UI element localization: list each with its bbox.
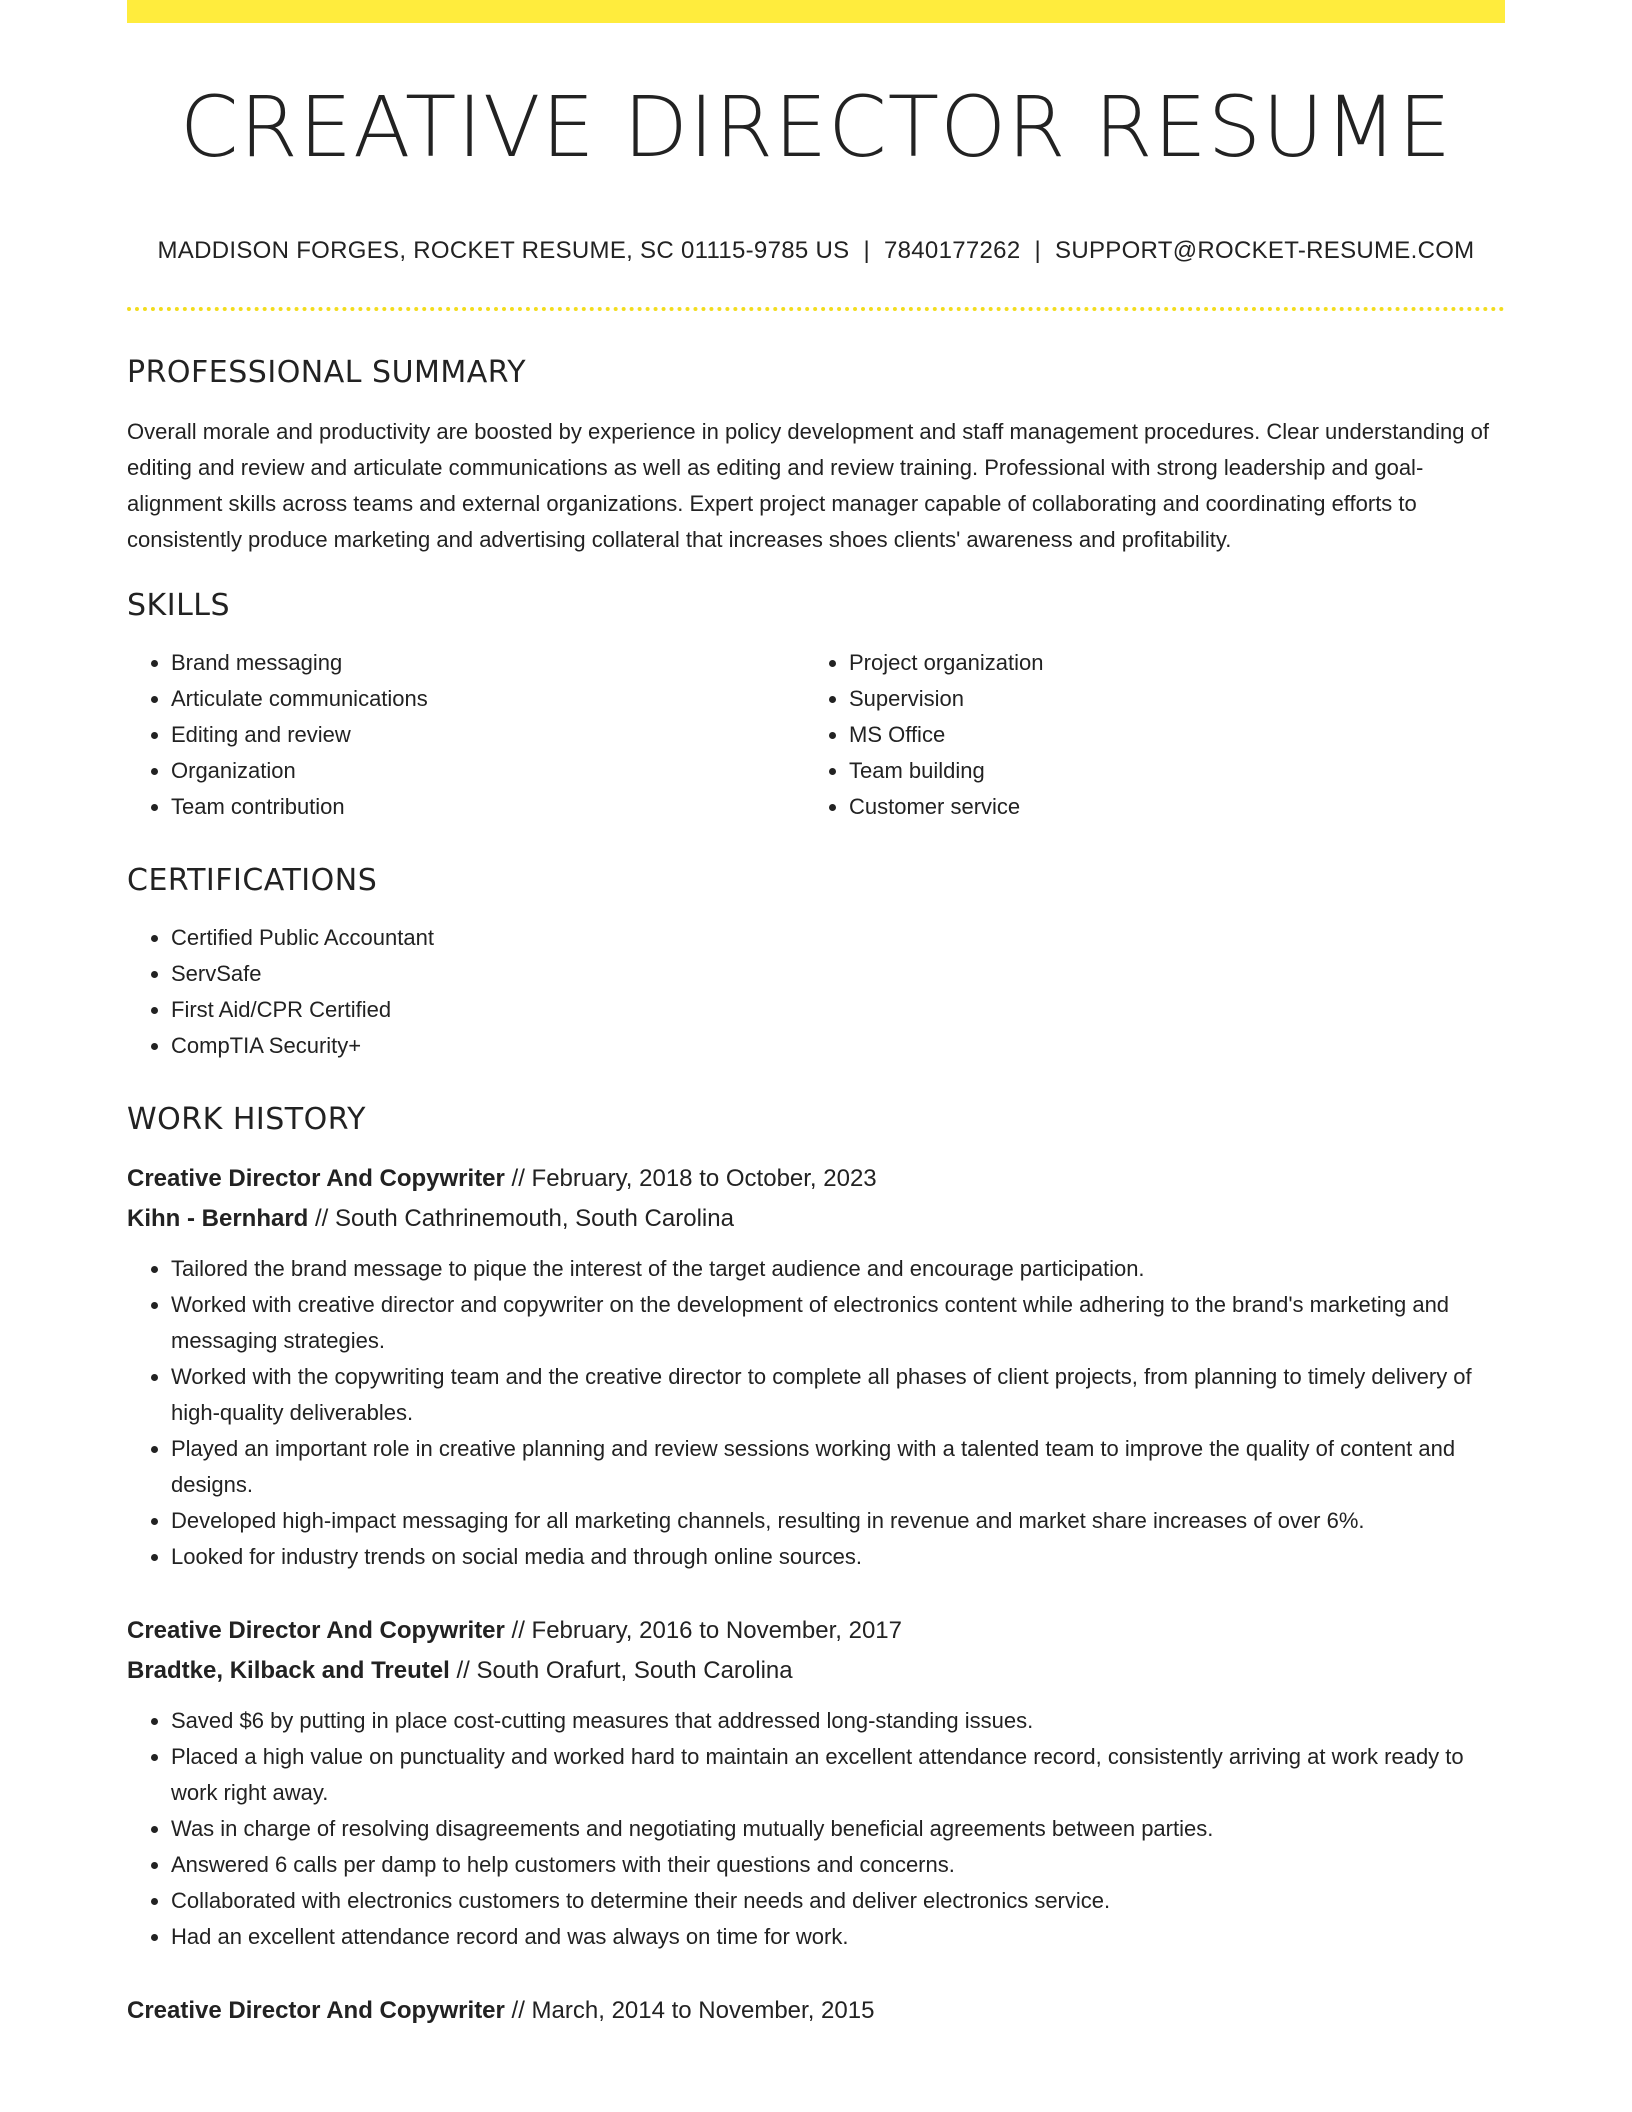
certification-item: • ServSafe [171,956,1505,992]
job-bullets [127,1251,1505,1575]
skills-column-right [805,645,1483,825]
skills-heading: SKILLS [127,588,231,623]
job-entry [127,1159,1505,1575]
dotted-divider [127,307,1505,311]
summary-heading: PROFESSIONAL SUMMARY [127,355,527,390]
summary-text: Overall morale and productivity are boosted by experience in policy development and staff management procedures. Clear understanding of editing and review and articulate communications as well as editing and review training. Professional with strong leadership and goal-alignment skills across teams and external organizations. Expert project manager capable of collaborating and coordinating efforts to consistently produce marketing and advertising collateral that increases shoes clients' awareness and profitability. [127,419,1489,552]
certification-item: • First Aid/CPR Certified [171,992,1505,1028]
skill-item: • MS Office [849,717,1483,753]
skill-item: • Team contribution [171,789,805,825]
skill-item: • Articulate communications [171,681,805,717]
skill-item: • Supervision [849,681,1483,717]
skill-item: • Project organization [849,645,1483,681]
work-history-section [127,1102,1505,2031]
job-company: Kihn - Bernhard [127,1205,309,1232]
job-bullet: • Placed a high value on punctuality and worked hard to maintain an excellent attendance record, consistently arriving at work ready to work right away. [171,1739,1505,1811]
skills-list-right [805,645,1483,825]
skills-column-left [127,645,805,825]
job-entry [127,1991,1505,2031]
certifications-section [127,863,1505,1064]
certifications-heading: CERTIFICATIONS [127,863,378,898]
work-history-heading: WORK HISTORY [127,1102,366,1137]
certification-item: • Certified Public Accountant [171,920,1505,956]
job-title: Creative Director And Copywriter [127,1165,505,1192]
skills-columns [127,645,1505,825]
job-bullet: • Answered 6 calls per damp to help customers with their questions and concerns. [171,1847,1505,1883]
job-entry [127,1611,1505,1955]
contact-line [127,237,1505,265]
skills-list-left [127,645,805,825]
skill-item: • Customer service [849,789,1483,825]
job-title-line [127,1611,1505,1651]
job-bullet: • Developed high-impact messaging for all marketing channels, resulting in revenue and market share increases of over 6%. [171,1503,1505,1539]
job-bullets [127,1703,1505,1955]
job-bullet: • Tailored the brand message to pique the interest of the target audience and encourage participation. [171,1251,1505,1287]
job-dates: // February, 2018 to October, 2023 [511,1165,877,1192]
job-bullet: • Was in charge of resolving disagreements and negotiating mutually beneficial agreements between parties. [171,1811,1505,1847]
job-title-line [127,1991,1505,2031]
accent-bar [127,0,1505,23]
job-location: // South Orafurt, South Carolina [456,1657,793,1684]
contact-separator: | [1034,237,1042,264]
certifications-list [127,920,1505,1064]
resume-body [127,355,1505,2031]
job-company-line [127,1199,1505,1239]
skills-section [127,588,1505,825]
job-bullet: • Looked for industry trends on social media and through online sources. [171,1539,1505,1575]
job-bullet: • Saved $6 by putting in place cost-cutting measures that addressed long-standing issues. [171,1703,1505,1739]
job-bullet: • Worked with creative director and copywriter on the development of electronics content while adhering to the brand's marketing and messaging strategies. [171,1287,1505,1359]
skill-item: • Organization [171,753,805,789]
summary-section [127,355,1505,558]
job-location: // South Cathrinemouth, South Carolina [315,1205,734,1232]
contact-phone: 7840177262 [883,237,1021,264]
job-company-line [127,1651,1505,1691]
job-bullet: • Played an important role in creative planning and review sessions working with a talented team to improve the quality of content and designs. [171,1431,1505,1503]
job-title: Creative Director And Copywriter [127,1997,505,2024]
contact-address: MADDISON FORGES, ROCKET RESUME, SC 01115-9785 US [157,237,850,264]
job-dates: // March, 2014 to November, 2015 [511,1997,875,2024]
resume-title: CREATIVE DIRECTOR RESUME [179,78,1453,176]
certification-item: • CompTIA Security+ [171,1028,1505,1064]
skill-item: • Brand messaging [171,645,805,681]
job-dates: // February, 2016 to November, 2017 [511,1617,902,1644]
job-bullet: • Worked with the copywriting team and the creative director to complete all phases of client projects, from planning to timely delivery of high-quality deliverables. [171,1359,1505,1431]
contact-separator: | [863,237,870,264]
skill-item: • Team building [849,753,1483,789]
skill-item: • Editing and review [171,717,805,753]
job-company: Bradtke, Kilback and Treutel [127,1657,450,1684]
job-title-line [127,1159,1505,1199]
job-title: Creative Director And Copywriter [127,1617,505,1644]
job-bullet: • Collaborated with electronics customers to determine their needs and deliver electronics service. [171,1883,1505,1919]
job-bullet: • Had an excellent attendance record and was always on time for work. [171,1919,1505,1955]
contact-email: SUPPORT@ROCKET-RESUME.COM [1055,237,1475,264]
